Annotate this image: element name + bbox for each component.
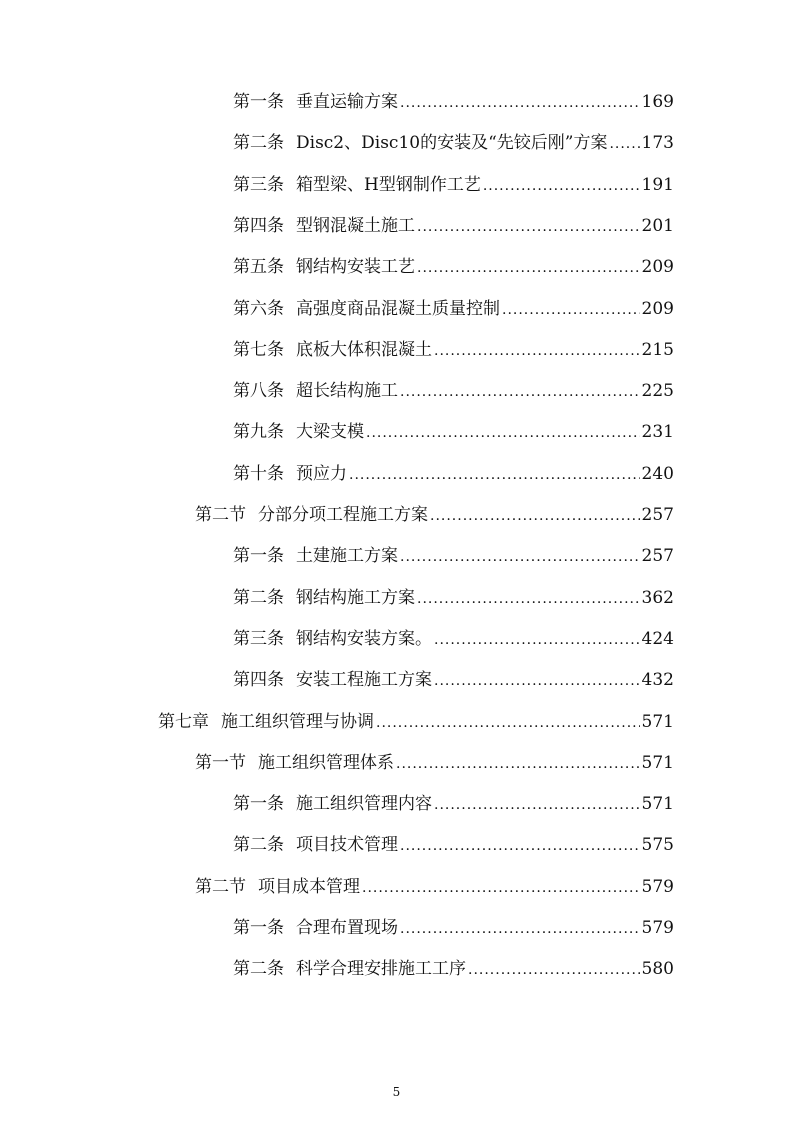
toc-entry-number: 第一条 (233, 92, 284, 112)
dot-leader (417, 587, 640, 611)
toc-entry-page: 240 (641, 463, 674, 484)
toc-entry[interactable] (233, 462, 674, 487)
toc-entry-title: 项目技术管理 (296, 835, 398, 856)
dot-leader (434, 793, 640, 817)
toc-entry[interactable] (233, 255, 674, 280)
toc-entry-number: 第九条 (233, 422, 284, 443)
toc-entry-number: 第二条 (233, 959, 284, 980)
toc-entry-page: 571 (641, 794, 674, 815)
toc-entry-title: 底板大体积混凝土 (296, 339, 432, 360)
toc-entry[interactable] (195, 875, 674, 900)
dot-leader (609, 132, 639, 156)
toc-entry-page: 575 (641, 835, 674, 856)
toc-entry-number: 第二条 (233, 835, 284, 856)
toc-entry-title: 超长结构施工 (296, 381, 398, 402)
dot-leader (396, 752, 640, 776)
toc-entry-page: 169 (641, 92, 674, 112)
toc-entry-page: 580 (641, 959, 674, 980)
toc-entry-number: 第二节 (195, 505, 246, 525)
toc-entry-title: 垂直运输方案 (296, 92, 398, 112)
dot-leader (400, 917, 640, 941)
toc-entry[interactable] (233, 131, 674, 156)
toc-entry[interactable] (233, 90, 674, 115)
toc-entry-page: 579 (641, 918, 674, 938)
dot-leader (417, 215, 640, 239)
dot-leader (376, 711, 640, 735)
toc-entry-page: 571 (641, 752, 674, 773)
dot-leader (483, 174, 640, 198)
toc-entry-number: 第三条 (233, 628, 284, 649)
toc-entry-title: 施工组织管理与协调 (221, 711, 374, 732)
toc-entry-number: 第一节 (195, 752, 246, 773)
toc-entry-page: 231 (641, 422, 674, 443)
toc-entry-title: 项目成本管理 (258, 876, 360, 897)
toc-entry[interactable] (233, 586, 674, 611)
dot-leader (434, 339, 640, 363)
dot-leader (366, 421, 640, 445)
toc-entry[interactable] (233, 627, 674, 652)
toc-entry-page: 579 (641, 876, 674, 897)
toc-entry[interactable] (158, 710, 674, 735)
toc-entry-number: 第十条 (233, 463, 284, 484)
toc-entry-number: 第一条 (233, 918, 284, 938)
toc-entry[interactable] (233, 420, 674, 445)
dot-leader (400, 545, 640, 569)
dot-leader (400, 91, 640, 115)
toc-entry-page: 424 (641, 628, 674, 649)
toc-entry-number: 第六条 (233, 298, 284, 319)
toc-entry[interactable] (233, 173, 674, 198)
toc-entry-page: 201 (641, 215, 674, 236)
toc-entry-title: 钢结构安装方案。 (296, 628, 432, 649)
dot-leader (434, 628, 640, 652)
toc-entry-number: 第二条 (233, 133, 284, 154)
toc-entry[interactable] (233, 957, 674, 982)
toc-entry-title: 高强度商品混凝土质量控制 (296, 298, 500, 319)
toc-entry-title: 施工组织管理体系 (258, 752, 394, 773)
toc-entry-title: 施工组织管理内容 (296, 794, 432, 815)
toc-entry-title: 预应力 (296, 463, 347, 484)
toc-entry-number: 第七章 (158, 711, 209, 732)
dot-leader (349, 463, 640, 487)
toc-entry[interactable] (233, 544, 674, 569)
toc-entry-number: 第四条 (233, 670, 284, 691)
toc-entry-page: 362 (641, 587, 674, 608)
toc-entry[interactable] (195, 503, 674, 528)
toc-entry-title: 合理布置现场 (296, 918, 398, 938)
dot-leader (502, 298, 640, 322)
toc-entry-title: 土建施工方案 (296, 546, 398, 567)
toc-entry-title: 大梁支模 (296, 422, 364, 443)
toc-entry-number: 第四条 (233, 215, 284, 236)
dot-leader (400, 380, 640, 404)
toc-entry-page: 209 (641, 257, 674, 278)
toc-entry-title: 箱型梁、H型钢制作工艺 (296, 174, 481, 195)
toc-entry-number: 第三条 (233, 174, 284, 195)
toc-entry-number: 第一条 (233, 794, 284, 815)
toc-entry[interactable] (233, 214, 674, 239)
toc-entry-title: Disc2、Disc10的安装及“先铰后刚”方案 (296, 133, 608, 154)
toc-entry-title: 科学合理安排施工工序 (296, 959, 466, 980)
toc-entry-page: 432 (641, 670, 674, 691)
toc-entry-page: 225 (641, 381, 674, 402)
toc-entry-title: 钢结构安装工艺 (296, 257, 415, 278)
dot-leader (430, 504, 640, 528)
toc-entry-number: 第二条 (233, 587, 284, 608)
toc-entry-title: 型钢混凝土施工 (296, 215, 415, 236)
toc-entry[interactable] (233, 379, 674, 404)
toc-entry-number: 第七条 (233, 339, 284, 360)
toc-entry-title: 钢结构施工方案 (296, 587, 415, 608)
toc-entry-title: 安装工程施工方案 (296, 670, 432, 691)
toc-entry-page: 215 (641, 339, 674, 360)
toc-entry-page: 571 (641, 711, 674, 732)
toc-entry-page: 191 (641, 174, 674, 195)
toc-entry-number: 第五条 (233, 257, 284, 278)
toc-entry[interactable] (233, 668, 674, 693)
dot-leader (434, 669, 640, 693)
toc-entry-title: 分部分项工程施工方案 (258, 505, 428, 525)
dot-leader (468, 958, 640, 982)
toc-entry-page: 209 (641, 298, 674, 319)
toc-entry-page: 173 (641, 133, 674, 154)
toc-entry[interactable] (233, 792, 674, 817)
dot-leader (417, 256, 640, 280)
toc-entry-page: 257 (641, 505, 674, 525)
toc-entry[interactable] (233, 338, 674, 363)
toc-entry[interactable] (233, 297, 674, 322)
toc-entry[interactable] (233, 916, 674, 941)
dot-leader (400, 834, 640, 858)
toc-entry[interactable] (233, 833, 674, 858)
dot-leader (362, 876, 640, 900)
toc-entry[interactable] (195, 751, 674, 776)
page-number: 5 (392, 1085, 401, 1099)
toc-entry-page: 257 (641, 546, 674, 567)
toc-entry-number: 第一条 (233, 546, 284, 567)
toc-entry-number: 第二节 (195, 876, 246, 897)
toc-entry-number: 第八条 (233, 381, 284, 402)
